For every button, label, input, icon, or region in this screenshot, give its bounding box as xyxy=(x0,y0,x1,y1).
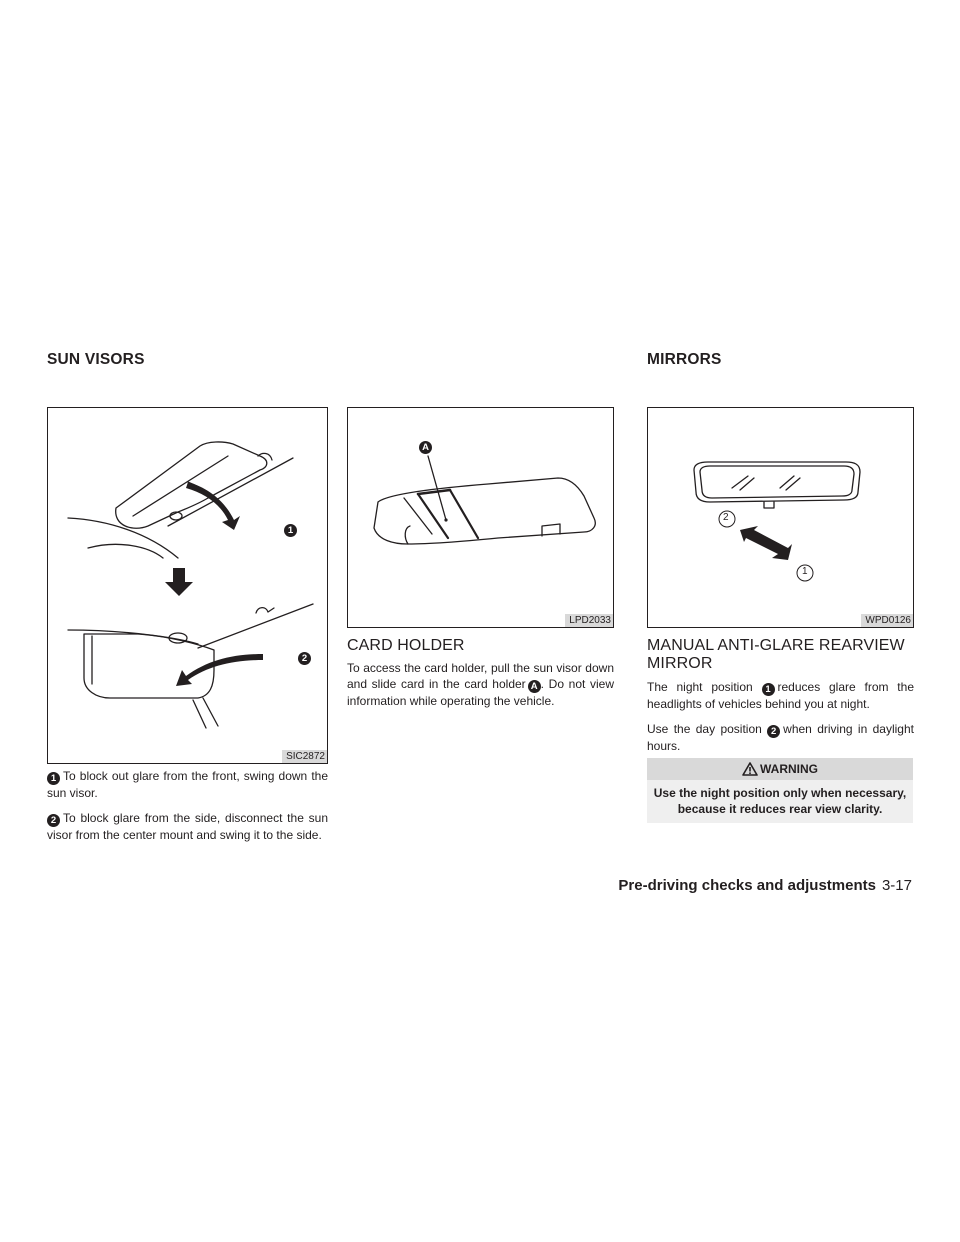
warning-header xyxy=(647,758,913,780)
card-holder-illustration xyxy=(348,408,613,613)
figure-callout-2: 2 xyxy=(723,512,729,523)
figure-callout-1: 1 xyxy=(284,524,297,537)
sun-visor-illustration xyxy=(48,408,327,749)
page-footer xyxy=(618,877,912,894)
card-holder-text-before: To access the card holder, pull the sun visor down and slide card in the card holder xyxy=(347,661,614,691)
figure-code: SIC2872 xyxy=(282,750,327,763)
callout-2: 2 xyxy=(47,814,60,827)
callout-2: 2 xyxy=(767,725,780,738)
section-title-mirrors: MIRRORS xyxy=(647,351,722,368)
sun-visors-item-1 xyxy=(47,768,328,801)
figure-callout-2: 2 xyxy=(298,652,311,665)
footer-page-number: 3-17 xyxy=(881,877,912,894)
sun-visors-item-2-text: To block glare from the side, disconnect the sun visor from the center mount and swing it to the side. xyxy=(47,811,328,842)
card-holder-text-after: . Do not view information while operating the vehicle. xyxy=(347,677,614,708)
mirror-p2-after: when driving in daylight hours. xyxy=(647,722,914,753)
sun-visor-figure xyxy=(47,407,328,764)
mirror-title-line-2: MIRROR xyxy=(647,655,713,672)
mirror-title xyxy=(647,637,914,673)
mirror-paragraph-1 xyxy=(647,679,914,712)
callout-1: 1 xyxy=(47,772,60,785)
warning-label: WARNING xyxy=(760,762,818,776)
warning-icon xyxy=(742,762,758,776)
rearview-mirror-figure xyxy=(647,407,914,628)
figure-code: WPD0126 xyxy=(861,614,913,627)
sun-visors-item-2 xyxy=(47,810,328,843)
rearview-mirror-illustration xyxy=(648,408,913,613)
figure-code: LPD2033 xyxy=(565,614,613,627)
mirror-p2-before: Use the day position xyxy=(647,722,762,736)
mirror-p1-after: reduces glare from the headlights of vehicles behind you at night. xyxy=(647,680,914,711)
callout-1: 1 xyxy=(762,683,775,696)
footer-chapter: Pre-driving checks and adjustments xyxy=(618,877,876,894)
sun-visors-text xyxy=(47,768,328,852)
sun-visors-item-1-text: To block out glare from the front, swing down the sun visor. xyxy=(47,769,328,800)
card-holder-paragraph xyxy=(347,660,614,709)
mirror-title-line-1: MANUAL ANTI-GLARE REARVIEW xyxy=(647,637,905,654)
callout-a: A xyxy=(528,680,541,693)
figure-callout-1: 1 xyxy=(802,566,808,577)
mirror-p1-before: The night position xyxy=(647,680,753,694)
section-title-sun-visors: SUN VISORS xyxy=(47,351,145,368)
card-holder-figure xyxy=(347,407,614,628)
card-holder-text xyxy=(347,660,614,718)
card-holder-title: CARD HOLDER xyxy=(347,637,465,654)
mirror-paragraph-2 xyxy=(647,721,914,754)
warning-text: Use the night position only when necessary, because it reduces rear view clarity. xyxy=(647,780,913,823)
mirror-text xyxy=(647,679,914,763)
figure-callout-a: A xyxy=(419,441,432,454)
